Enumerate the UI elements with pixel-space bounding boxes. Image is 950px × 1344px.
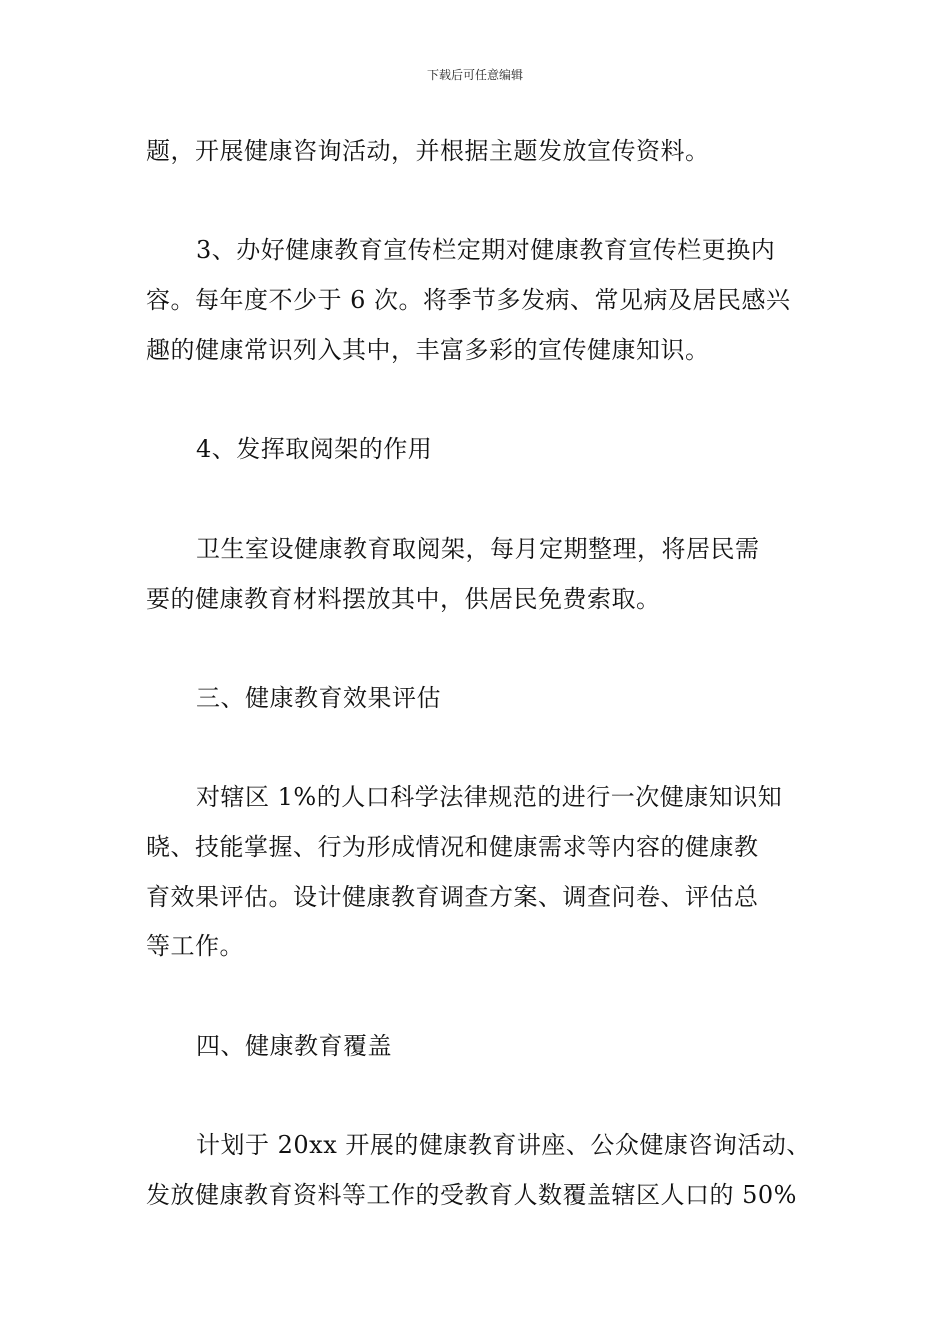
paragraph-line: 趣的健康常识列入其中，丰富多彩的宣传健康知识。	[146, 336, 710, 364]
paragraph-line: 计划于 20xx 开展的健康教育讲座、公众健康咨询活动、	[196, 1131, 811, 1159]
paragraph-line: 卫生室设健康教育取阅架，每月定期整理，将居民需	[196, 535, 760, 563]
paragraph-line: 晓、技能掌握、行为形成情况和健康需求等内容的健康教	[146, 833, 759, 861]
paragraph-line: 容。每年度不少于 6 次。将季节多发病、常见病及居民感兴	[146, 286, 791, 314]
paragraph-line: 对辖区 1%的人口科学法律规范的进行一次健康知识知	[196, 783, 783, 811]
paragraph-line: 育效果评估。设计健康教育调查方案、调查问卷、评估总	[146, 883, 759, 911]
paragraph-line: 要的健康教育材料摆放其中，供居民免费索取。	[146, 585, 661, 613]
paragraph-line: 发放健康教育资料等工作的受教育人数覆盖辖区人口的 50%	[146, 1181, 797, 1209]
paragraph-line: 题，开展健康咨询活动，并根据主题发放宣传资料。	[146, 137, 710, 165]
section-heading: 三、健康教育效果评估	[196, 684, 441, 712]
section-heading: 四、健康教育覆盖	[196, 1032, 392, 1060]
paragraph-line: 等工作。	[146, 932, 244, 960]
page-header-note: 下载后可任意编辑	[426, 68, 523, 82]
paragraph-line: 3、办好健康教育宣传栏定期对健康教育宣传栏更换内	[196, 236, 776, 264]
section-heading: 4、发挥取阅架的作用	[196, 435, 433, 463]
